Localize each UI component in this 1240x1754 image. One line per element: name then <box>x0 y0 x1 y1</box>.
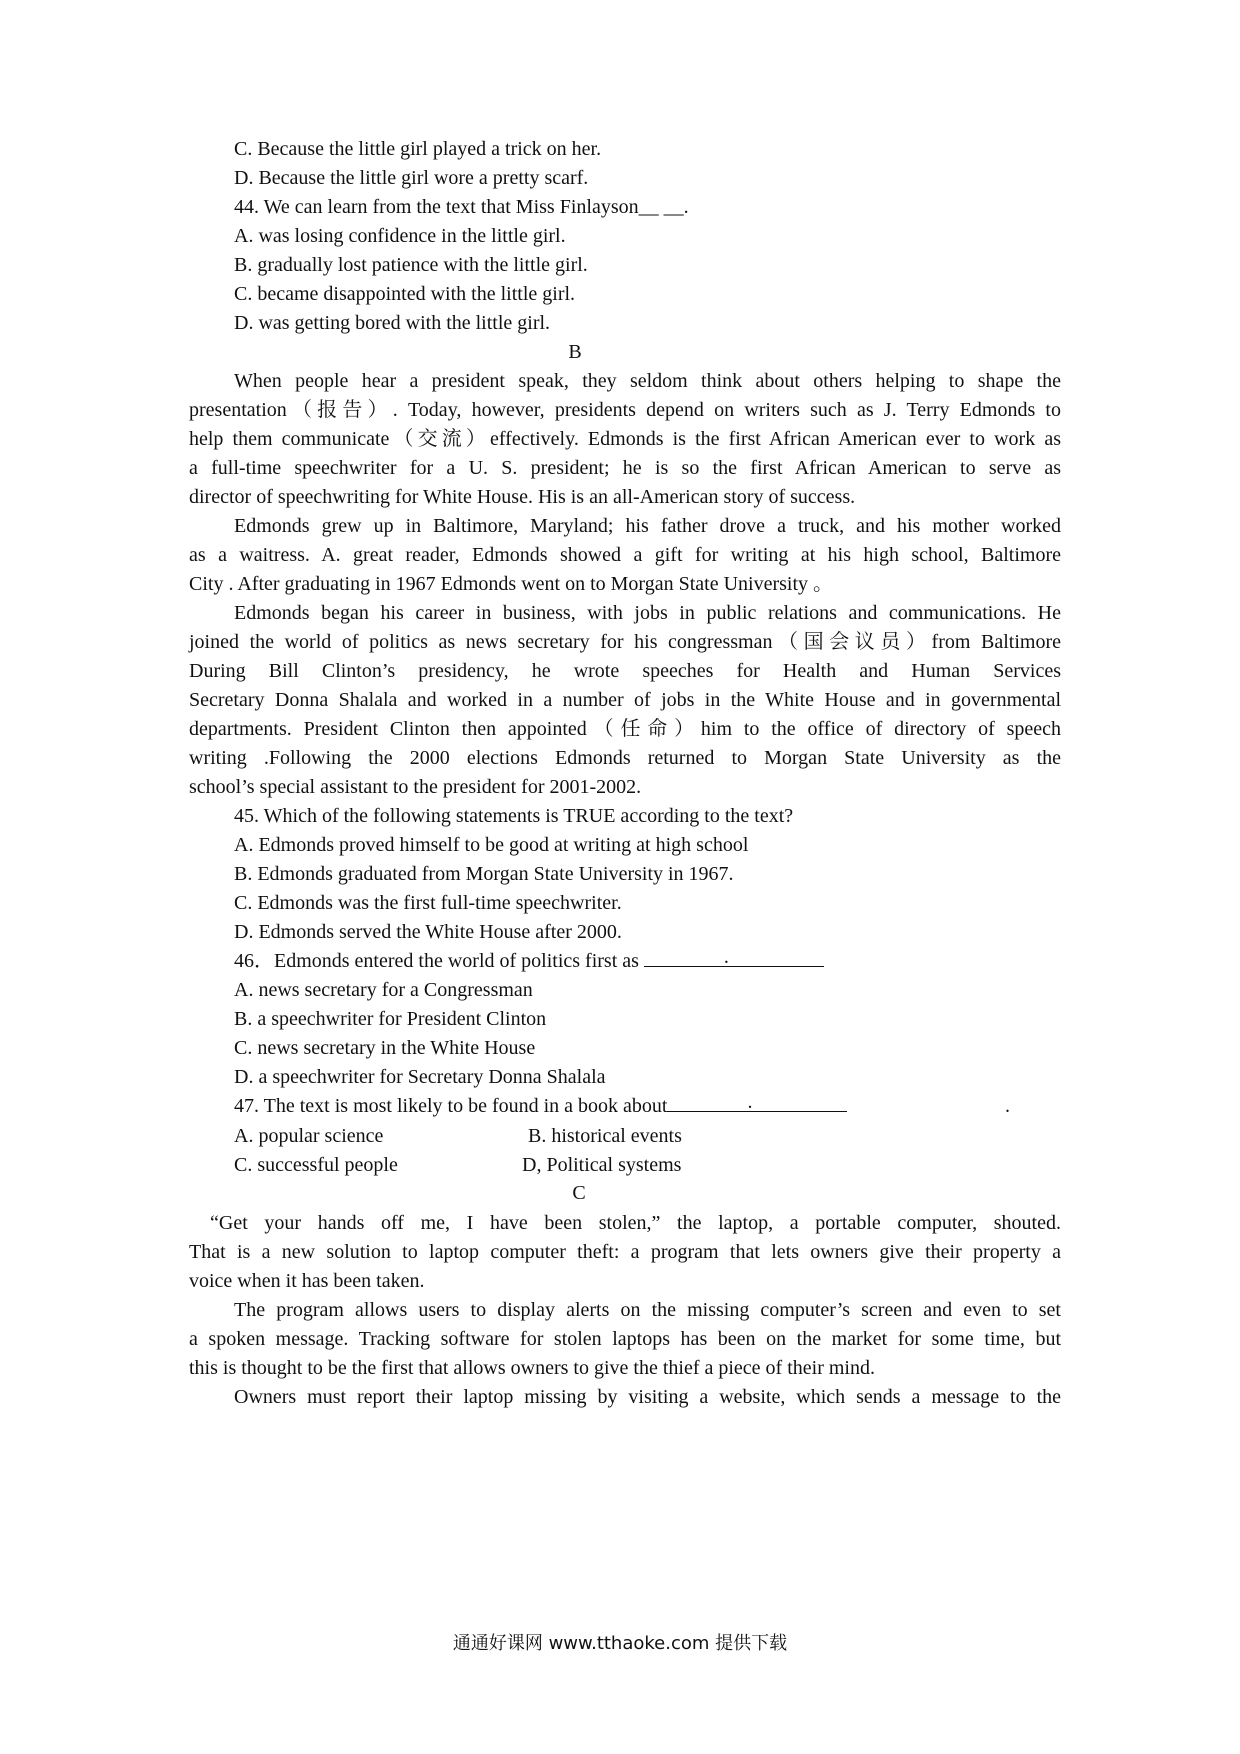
q47-option-b: B. historical events <box>528 1125 682 1147</box>
section-c-p3-line1: Owners must report their laptop missing by visiting a website, which sends a message to the <box>234 1386 1061 1408</box>
q44-stem: 44. We can learn from the text that Miss Finlayson__ __. <box>234 196 689 218</box>
q46-option-b: B. a speechwriter for President Clinton <box>234 1008 547 1030</box>
section-c-p2-line1: The program allows users to display alerts on the missing computer’s screen and even to set <box>234 1299 1061 1321</box>
q46-stem-text: 46．Edmonds entered the world of politics first as <box>234 950 644 972</box>
q47-stem-text: 47. The text is most likely to be found in a book about <box>234 1095 668 1117</box>
q43-option-c: C. Because the little girl played a trick on her. <box>234 138 602 160</box>
section-c-p1-line3: voice when it has been taken. <box>189 1270 425 1292</box>
page-footer: 通通好课网 www.tthaoke.com 提供下载 <box>452 1633 788 1654</box>
q44-option-c: C. became disappointed with the little girl. <box>234 283 576 305</box>
q45-option-c: C. Edmonds was the first full-time speechwriter. <box>234 892 622 914</box>
section-c-heading: C <box>572 1182 586 1204</box>
section-b-heading: B <box>568 341 582 363</box>
section-b-p1-line2: presentation（报告）. Today, however, presidents depend on writers such as J. Terry Edmonds to <box>189 399 1061 421</box>
q47-option-c: C. successful people <box>234 1154 398 1176</box>
q46-option-c: C. news secretary in the White House <box>234 1037 536 1059</box>
section-b-p1-line1: When people hear a president speak, they seldom think about others helping to shape the <box>234 370 1061 392</box>
q47-answer-blank <box>667 1093 847 1112</box>
section-b-p3-line2: joined the world of politics as news secretary for his congressman（国会议员）from Baltimore <box>189 631 1061 653</box>
section-b-p3-line4: Secretary Donna Shalala and worked in a number of jobs in the White House and in governmental <box>189 689 1061 711</box>
q46-blank-mark: . <box>723 946 729 968</box>
q47-option-d: D, Political systems <box>522 1154 682 1176</box>
q46-option-a: A. news secretary for a Congressman <box>234 979 533 1001</box>
q45-stem: 45. Which of the following statements is TRUE according to the text? <box>234 805 794 827</box>
section-c-p1-line2: That is a new solution to laptop computer theft: a program that lets owners give their property a <box>189 1241 1061 1263</box>
q43-option-d: D. Because the little girl wore a pretty scarf. <box>234 167 589 189</box>
q47-option-a: A. popular science <box>234 1125 384 1147</box>
section-b-p1-line4: a full-time speechwriter for a U. S. president; he is so the first African American to serve as <box>189 457 1061 479</box>
q46-option-d: D. a speechwriter for Secretary Donna Shalala <box>234 1066 606 1088</box>
section-b-p3-line3: During Bill Clinton’s presidency, he wrote speeches for Health and Human Services <box>189 660 1061 682</box>
section-b-p3-line7: school’s special assistant to the president for 2001-2002. <box>189 776 642 798</box>
section-c-p2-line2: a spoken message. Tracking software for stolen laptops has been on the market for some time, but <box>189 1328 1061 1350</box>
q46-stem <box>234 948 824 974</box>
section-b-p2-line3: City . After graduating in 1967 Edmonds went on to Morgan State University 。 <box>189 573 834 595</box>
section-b-p3-line6: writing .Following the 2000 elections Edmonds returned to Morgan State University as the <box>189 747 1061 769</box>
section-b-p1-line3: help them communicate（交流）effectively. Edmonds is the first African American ever to work as <box>189 428 1061 450</box>
q45-option-b: B. Edmonds graduated from Morgan State University in 1967. <box>234 863 734 885</box>
section-b-p1-line5: director of speechwriting for White House. His is an all-American story of success. <box>189 486 856 508</box>
section-c-p2-line3: this is thought to be the first that allows owners to give the thief a piece of their mind. <box>189 1357 875 1379</box>
q44-option-b: B. gradually lost patience with the little girl. <box>234 254 588 276</box>
q44-option-d: D. was getting bored with the little girl. <box>234 312 551 334</box>
q45-option-a: A. Edmonds proved himself to be good at writing at high school <box>234 834 749 856</box>
section-b-p3-line5: departments. President Clinton then appointed（任命）him to the office of directory of speech <box>189 718 1061 740</box>
q47-trailing-mark: . <box>1005 1095 1010 1117</box>
q47-blank-mark: . <box>747 1091 753 1113</box>
q44-option-a: A. was losing confidence in the little girl. <box>234 225 566 247</box>
section-c-p1-line1: “Get your hands off me, I have been stolen,” the laptop, a portable computer, shouted. <box>210 1212 1061 1234</box>
section-b-p2-line2: as a waitress. A. great reader, Edmonds showed a gift for writing at his high school, Baltimore <box>189 544 1061 566</box>
section-b-p3-line1: Edmonds began his career in business, with jobs in public relations and communications. He <box>234 602 1061 624</box>
section-b-p2-line1: Edmonds grew up in Baltimore, Maryland; his father drove a truck, and his mother worked <box>234 515 1061 537</box>
q45-option-d: D. Edmonds served the White House after 2000. <box>234 921 622 943</box>
q47-stem <box>234 1093 847 1119</box>
q46-answer-blank <box>644 948 824 967</box>
